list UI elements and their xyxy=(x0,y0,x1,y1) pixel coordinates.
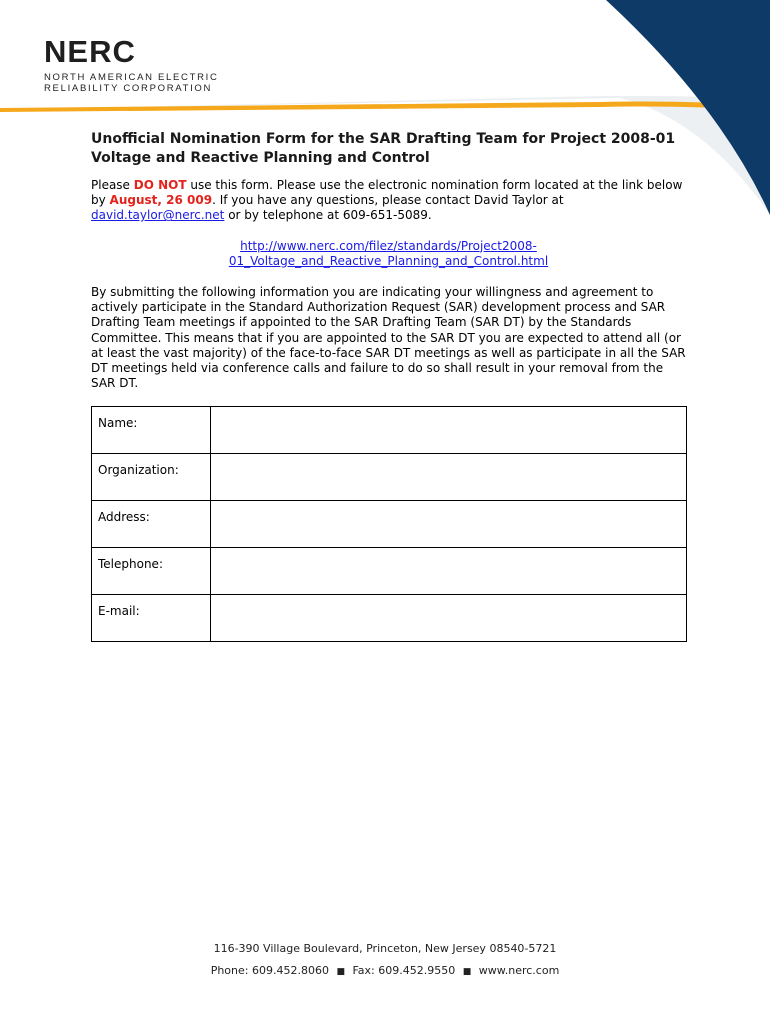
deadline-date: August, 26 009 xyxy=(109,193,213,208)
intro-text-3: or by telephone at 609-651-5089. xyxy=(224,208,432,223)
footer-address: 116-390 Village Boulevard, Princeton, New Jersey 08540-5721 xyxy=(213,942,557,955)
telephone-field[interactable] xyxy=(211,548,686,594)
name-label: Name: xyxy=(92,407,211,454)
email-label: E-mail: xyxy=(92,595,211,642)
separator-icon: ■ xyxy=(462,967,472,977)
form-row-organization xyxy=(92,454,687,501)
agreement-paragraph: By submitting the following information you are indicating your willingness and agreement to actively participate in the Standard Authorization Request (SAR) development process and SAR Drafting Team meetings if appointed to the SAR Drafting Team (SAR DT) by the Standards Committee. This means that if you are appointed to the SAR DT you are expected to attend all (or at least the vast majority) of the face-to-face SAR DT meetings as well as participate in all the SAR DT meetings held via conference calls and failure to do so shall result in your removal from the SAR DT. xyxy=(91,285,686,391)
form-row-email xyxy=(92,595,687,642)
organization-label: Organization: xyxy=(92,454,211,501)
logo-line-1: NORTH AMERICAN ELECTRIC xyxy=(44,72,219,83)
document-body xyxy=(91,130,686,642)
telephone-label: Telephone: xyxy=(92,548,211,595)
telephone-cell[interactable] xyxy=(211,548,687,595)
footer-phone: Phone: 609.452.8060 xyxy=(210,964,329,977)
form-row-telephone xyxy=(92,548,687,595)
footer-fax: Fax: 609.452.9550 xyxy=(352,964,456,977)
email-cell[interactable] xyxy=(211,595,687,642)
contact-email-link[interactable]: david.taylor@nerc.net xyxy=(91,208,225,223)
form-row-address xyxy=(92,501,687,548)
nomination-form-link[interactable] xyxy=(91,239,686,269)
organization-field[interactable] xyxy=(211,454,686,500)
footer-web-link[interactable]: www.nerc.com xyxy=(478,964,560,977)
do-not-warning: DO NOT xyxy=(133,178,187,192)
intro-text-2: . If you have any questions, please contact David Taylor at xyxy=(212,193,564,208)
nomination-link-line-2[interactable]: 01_Voltage_and_Reactive_Planning_and_Control.html xyxy=(228,253,549,268)
intro-text-1: use this form. Please use the electronic nomination form located at the link below by xyxy=(91,178,683,208)
address-label: Address: xyxy=(92,501,211,548)
email-field[interactable] xyxy=(211,595,686,641)
address-cell[interactable] xyxy=(211,501,687,548)
page-title: Unofficial Nomination Form for the SAR Drafting Team for Project 2008-01 Voltage and Reactive Planning and Control xyxy=(91,131,676,166)
logo-line-2: RELIABILITY CORPORATION xyxy=(44,83,213,94)
form-row-name xyxy=(92,407,687,454)
intro-paragraph xyxy=(91,178,686,224)
separator-icon: ■ xyxy=(336,967,345,977)
name-cell[interactable] xyxy=(211,407,687,454)
logo-acronym: NERC xyxy=(44,34,136,69)
nomination-link-line-1[interactable]: http://www.nerc.com/filez/standards/Project2008- xyxy=(240,238,537,253)
intro-please: Please xyxy=(91,178,134,192)
nomination-form-table xyxy=(91,406,687,642)
name-field[interactable] xyxy=(211,407,686,453)
address-field[interactable] xyxy=(211,501,686,547)
footer-contact xyxy=(0,964,770,977)
organization-cell[interactable] xyxy=(211,454,687,501)
nerc-logo xyxy=(44,36,224,94)
